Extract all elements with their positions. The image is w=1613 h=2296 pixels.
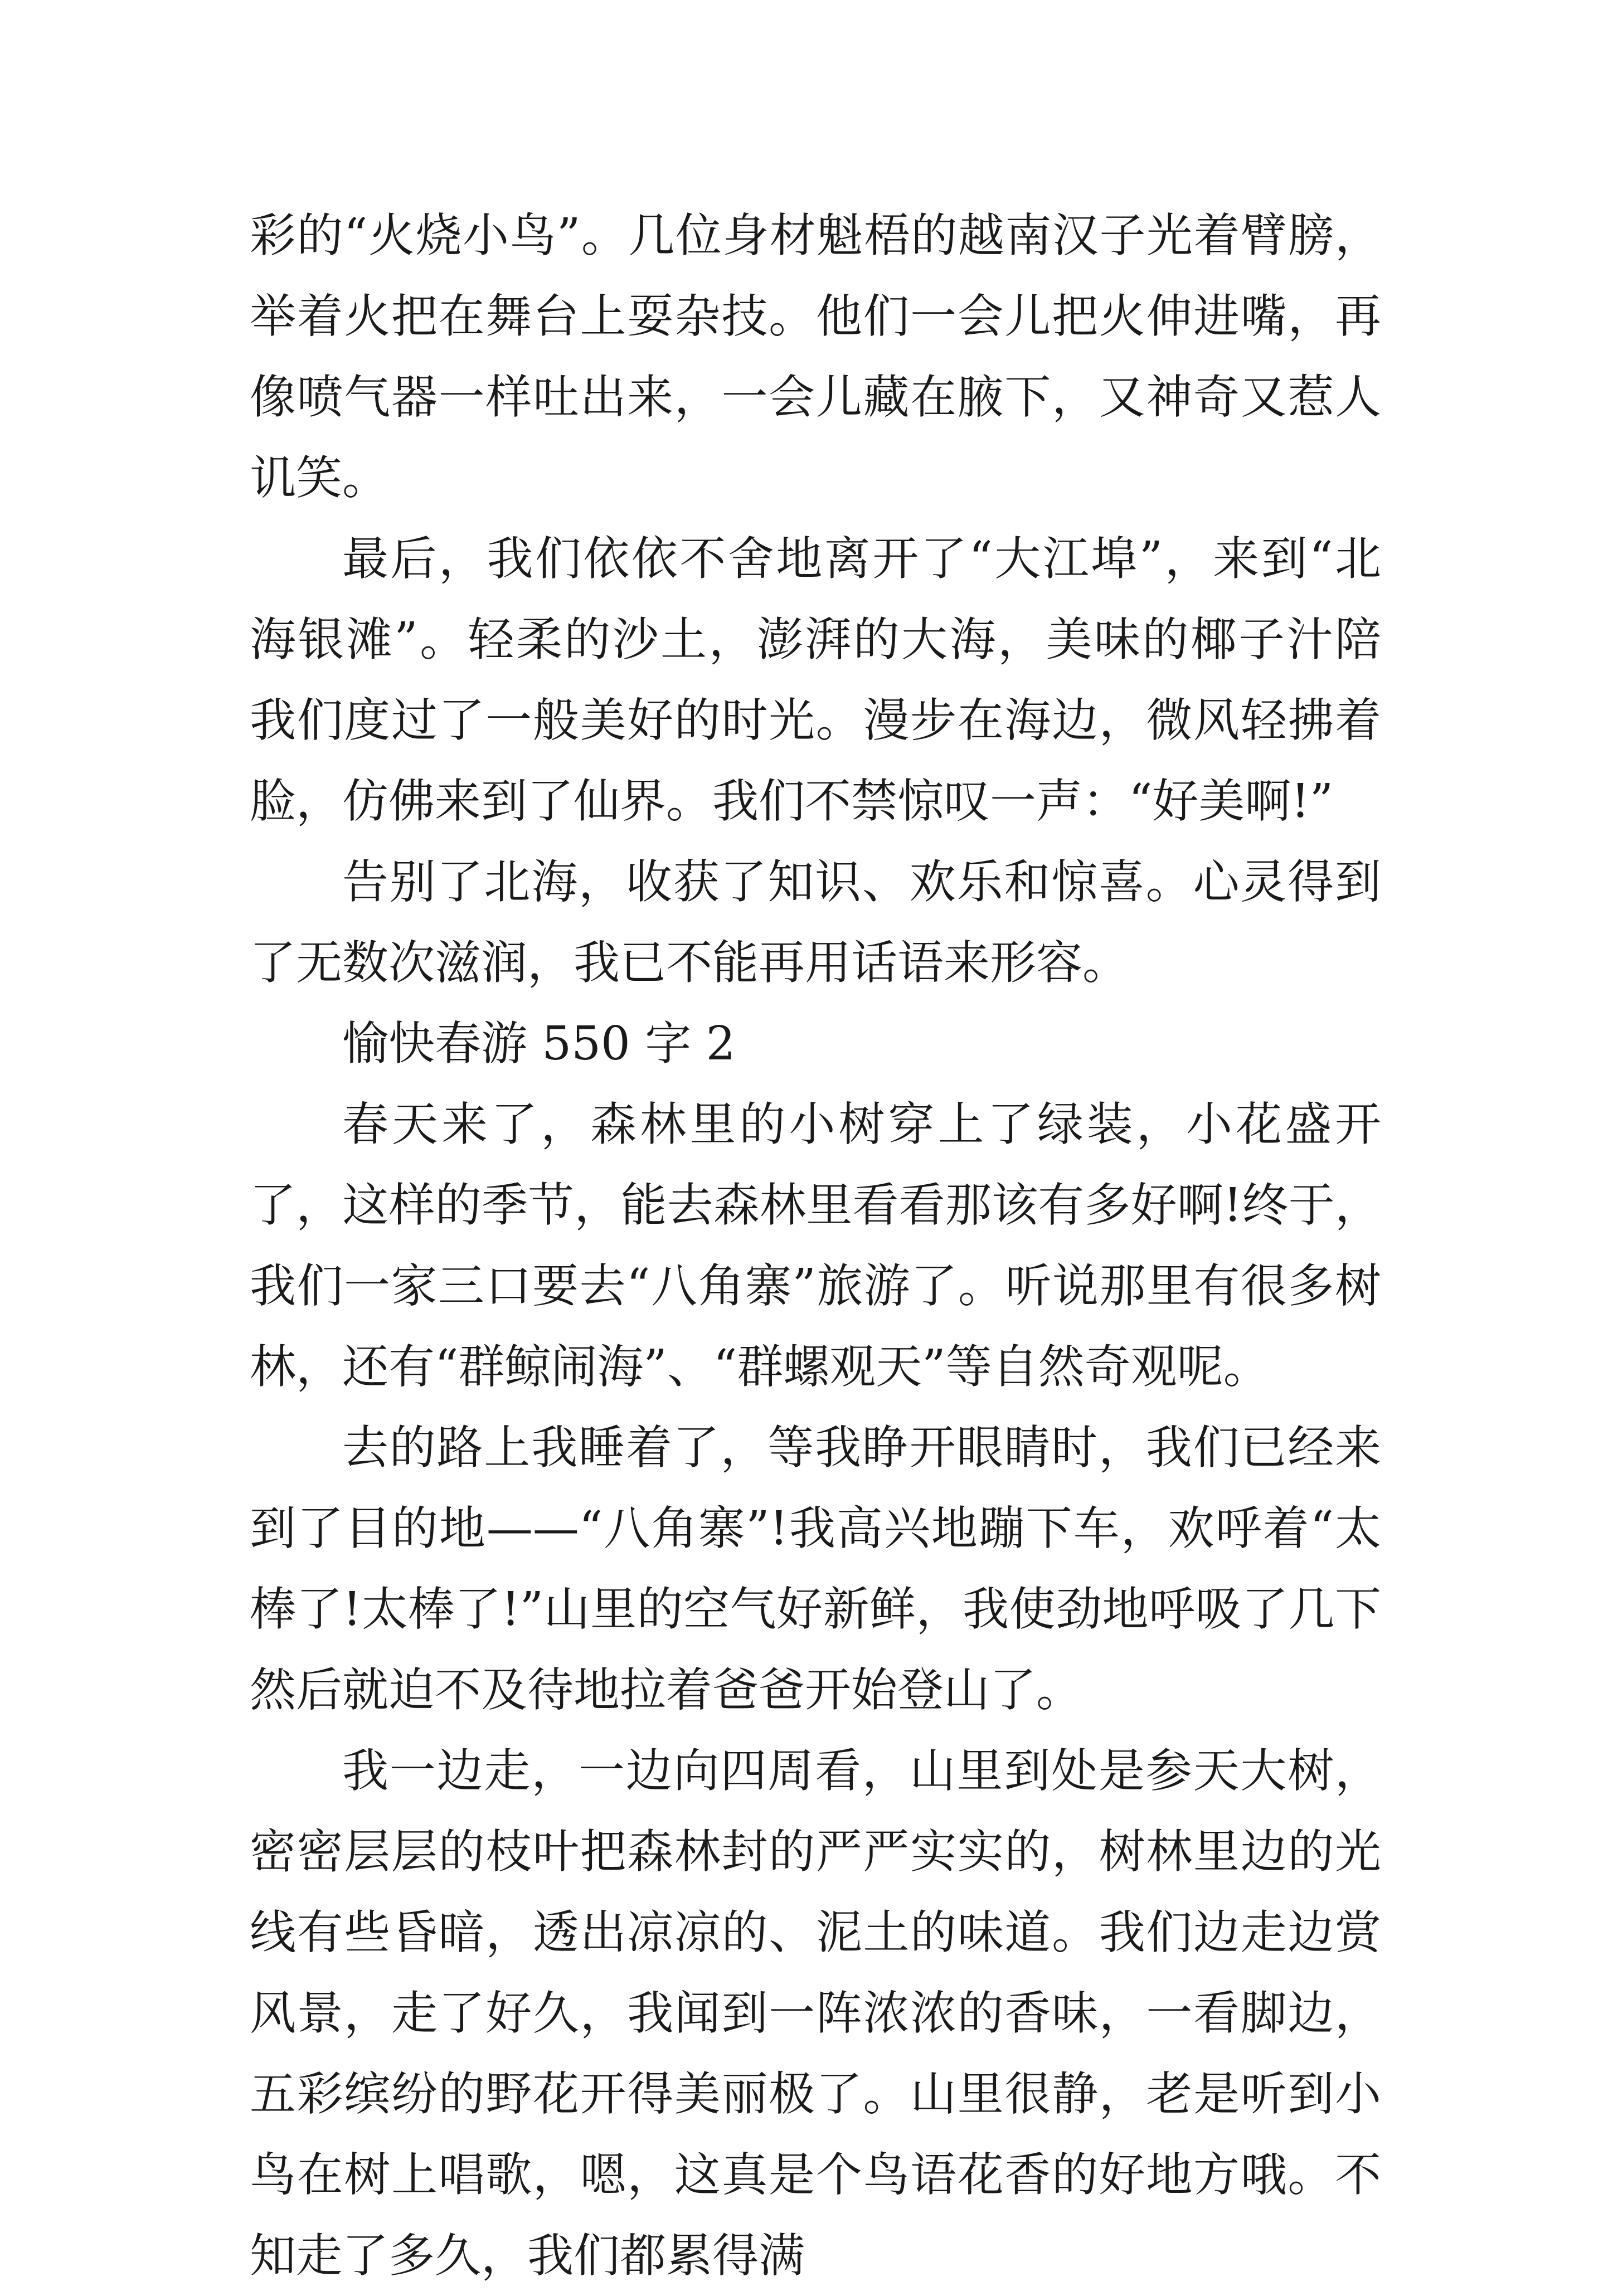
paragraph-5: 去的路上我睡着了，等我睁开眼睛时，我们已经来到了目的地——“八角寨”!我高兴地蹦下车，欢呼着“太棒了!太棒了!”山里的空气好新鲜，我使劲地呼吸了几下然后就迫不及待地拉着爸爸开始登山了。 [250,1421,1381,1717]
paragraph-4: 春天来了，森林里的小树穿上了绿装，小花盛开了，这样的季节，能去森林里看看那该有多好啊!终于，我们一家三口要去“八角寨”旅游了。听说那里有很多树林，还有“群鲸闹海”、“群螺观天”等自然奇观呢。 [250,1097,1381,1394]
paragraph-1: 彩的“火烧小鸟”。几位身材魁梧的越南汉子光着臂膀，举着火把在舞台上耍杂技。他们一会儿把火伸进嘴，再像喷气器一样吐出来，一会儿藏在腋下，又神奇又惹人讥笑。 [250,208,1381,505]
document-body [250,195,1381,2296]
section-heading: 愉快春游 550 字 2 [342,1016,736,1071]
paragraph-2: 最后，我们依依不舍地离开了“大江埠”，来到“北海银滩”。轻柔的沙土，澎湃的大海，美味的椰子汁陪我们度过了一般美好的时光。漫步在海边，微风轻拂着脸，仿佛来到了仙界。我们不禁惊叹一声：“好美啊!” [250,532,1381,828]
paragraph-3: 告别了北海，收获了知识、欢乐和惊喜。心灵得到了无数次滋润，我已不能再用话语来形容。 [250,855,1381,990]
paragraph-6: 我一边走，一边向四周看，山里到处是参天大树，密密层层的枝叶把森林封的严严实实的，树林里边的光线有些昏暗，透出凉凉的、泥土的味道。我们边走边赏风景，走了好久，我闻到一阵浓浓的香味，一看脚边，五彩缤纷的野花开得美丽极了。山里很静，老是听到小鸟在树上唱歌，嗯，这真是个鸟语花香的好地方哦。不知走了多久，我们都累得满 [250,1744,1381,2283]
